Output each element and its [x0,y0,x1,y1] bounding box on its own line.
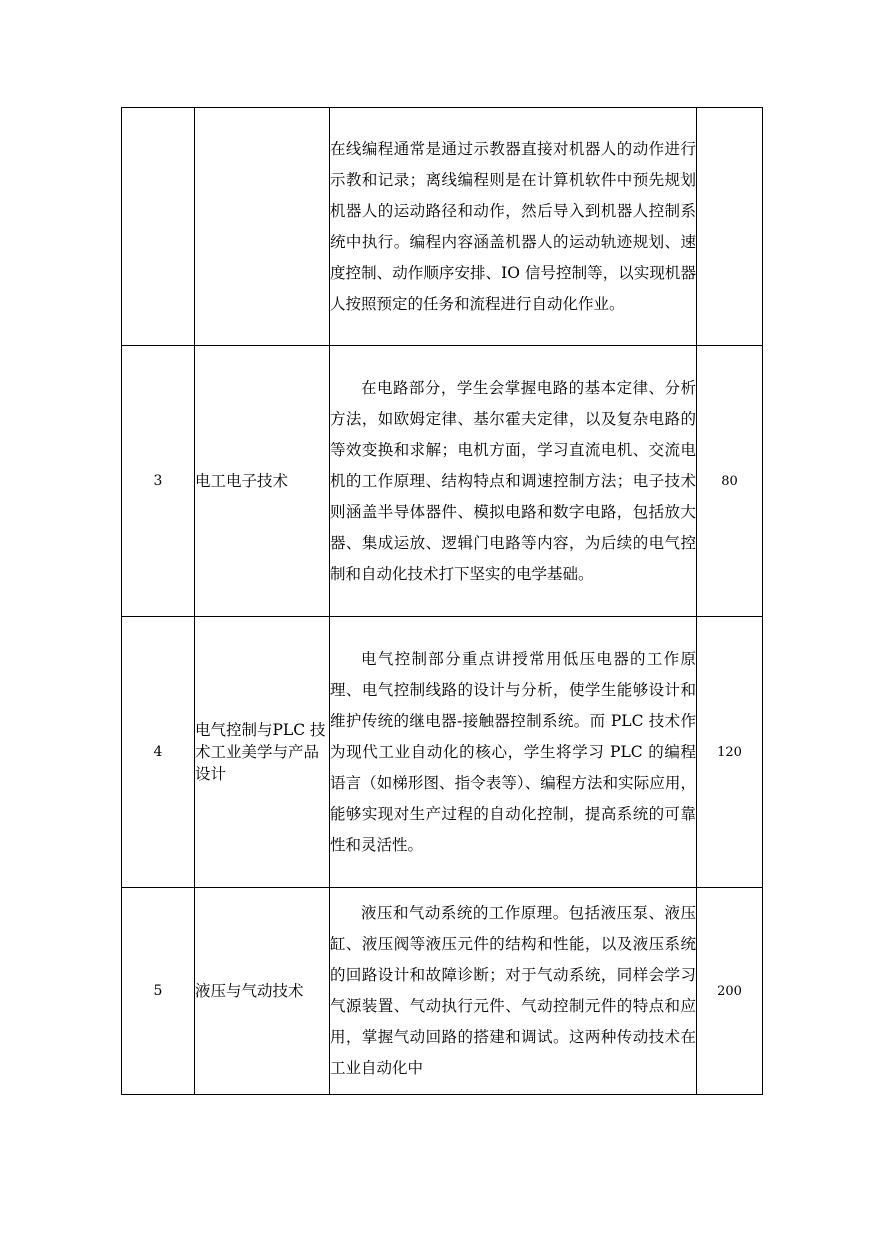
course-content [330,108,697,346]
course-content-text: 电气控制部分重点讲授常用低压电器的工作原理、电气控制线路的设计与分析，使学生能够设计和维护传统的继电器-接触器控制系统。而 PLC 技术作为现代工业自动化的核心，学生将学习 PLC 的编程语言（如梯形图、指令表等）、编程方法和实际应用，能够实现对生产过程的自动化控制，提高系统的可靠性和灵活性。 [330,649,696,854]
course-name: 电工电子技术 [195,346,330,617]
course-content-text: 在电路部分，学生会掌握电路的基本定律、分析方法，如欧姆定律、基尔霍夫定律，以及复杂电路的等效变换和求解；电机方面，学习直流电机、交流电机的工作原理、结构特点和调速控制方法；电子技术则涵盖半导体器件、模拟电路和数字电路，包括放大器、集成运放、逻辑门电路等内容，为后续的电气控制和自动化技术打下坚实的电学基础。 [330,378,696,583]
table-row [122,888,763,1095]
course-name [195,108,330,346]
curriculum-table [121,107,763,1095]
course-name: 电气控制与PLC 技术工业美学与产品设计 [195,617,330,888]
course-number [122,108,195,346]
course-content [330,888,697,1095]
course-name: 液压与气动技术 [195,888,330,1095]
course-hours: 120 [697,617,763,888]
course-number: 3 [122,346,195,617]
course-content-text: 液压和气动系统的工作原理。包括液压泵、液压缸、液压阀等液压元件的结构和性能，以及液压系统的回路设计和故障诊断；对于气动系统，同样会学习气源装置、气动执行元件、气动控制元件的特点和应用，掌握气动回路的搭建和调试。这两种传动技术在工业自动化中 [330,904,696,1077]
course-content [330,346,697,617]
course-content-text: 在线编程通常是通过示教器直接对机器人的动作进行示教和记录；离线编程则是在计算机软件中预先规划机器人的运动路径和动作，然后导入到机器人控制系统中执行。编程内容涵盖机器人的运动轨迹规划、速度控制、动作顺序安排、IO 信号控制等，以实现机器人按照预定的任务和流程进行自动化作业。 [330,139,696,313]
table-row [122,108,763,346]
course-hours: 80 [697,346,763,617]
course-number: 4 [122,617,195,888]
course-number: 5 [122,888,195,1095]
table-row [122,346,763,617]
course-content [330,617,697,888]
course-hours [697,108,763,346]
table-row [122,617,763,888]
course-hours: 200 [697,888,763,1095]
